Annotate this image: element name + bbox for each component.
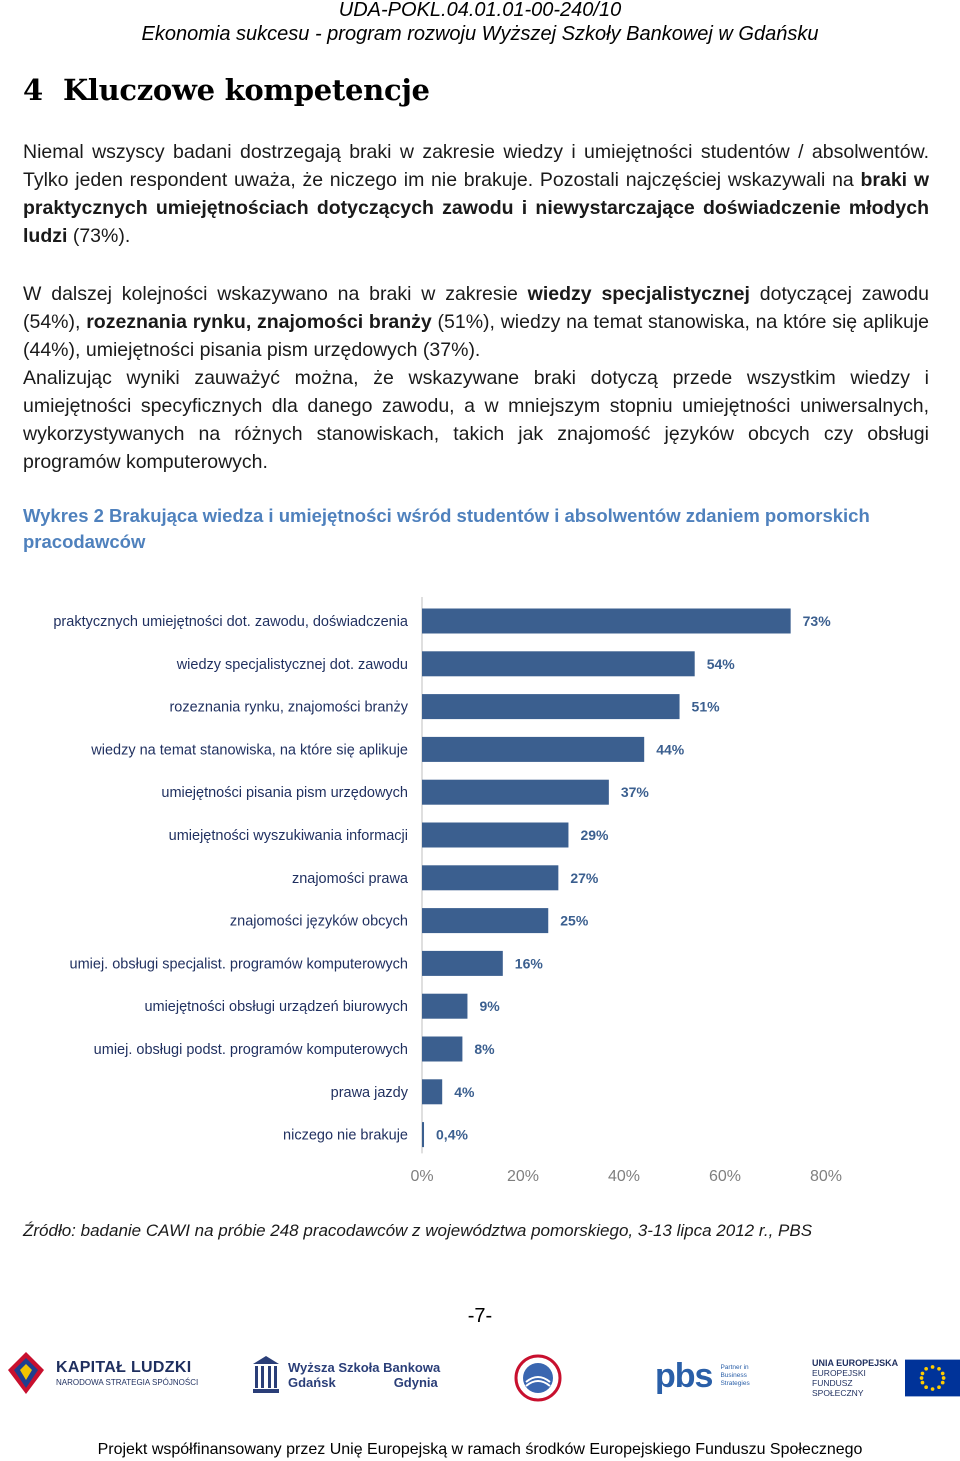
bar-chart: [0, 585, 960, 1195]
x-tick-label: 60%: [708, 1168, 742, 1185]
paragraph-2-bold-a: wiedzy specjalistycznej: [527, 283, 750, 305]
paragraph-1-text-b: (73%).: [67, 225, 131, 247]
bar: [422, 1122, 424, 1147]
wsb-building-icon: [252, 1354, 280, 1396]
eu-line-3: FUNDUSZ SPOŁECZNY: [812, 1378, 864, 1398]
data-label: 44%: [656, 741, 685, 758]
category-label: znajomości języków obcych: [229, 913, 408, 930]
category-label: umiej. obsługi podst. programów komputerowych: [93, 1042, 408, 1058]
source-note: Źródło: badanie CAWI na próbie 248 pracodawców z województwa pomorskiego, 3-13 lipca 2012 r., PBS: [23, 1221, 813, 1240]
category-label: umiejętności pisania pism urzędowych: [161, 785, 408, 802]
bar: [422, 737, 644, 762]
bar: [422, 694, 680, 719]
paragraph-1-bold: braki w praktycznych umiejętnościach dotyczących zawodu i niewystarczające doświadczenie młodych ludzi: [23, 169, 929, 247]
eu-flag-icon: [905, 1358, 960, 1398]
data-label: 51%: [691, 698, 720, 715]
wsb-logo: [252, 1354, 440, 1396]
bar: [422, 823, 568, 848]
paragraph-2: [23, 280, 929, 364]
data-label: 8%: [474, 1041, 495, 1057]
data-label: 16%: [514, 955, 543, 972]
category-label: wiedzy specjalistycznej dot. zawodu: [176, 656, 408, 673]
x-tick-label: 40%: [607, 1168, 641, 1185]
data-label: 9%: [479, 998, 500, 1015]
pbs-logo: [655, 1358, 764, 1394]
data-label: 73%: [802, 613, 831, 629]
data-label: 25%: [560, 912, 589, 929]
data-label: 37%: [620, 784, 649, 801]
x-tick-label: 80%: [809, 1168, 843, 1185]
bar: [422, 609, 791, 634]
paragraph-2-text-a: W dalszej kolejności wskazywano na braki w zakresie: [23, 283, 528, 305]
header-program-title: Ekonomia sukcesu - program rozwoju Wyższej Szkoły Bankowej w Gdańsku: [141, 23, 819, 45]
category-label: wiedzy na temat stanowiska, na które się aplikuje: [91, 742, 408, 759]
x-tick-label: 20%: [506, 1168, 540, 1185]
bar: [422, 865, 558, 890]
footer-text: Projekt współfinansowany przez Unię Europejską w ramach środków Europejskiego Funduszu Społecznego: [97, 1441, 863, 1458]
bar: [422, 780, 609, 805]
x-tick-label: 0%: [410, 1168, 434, 1185]
logo-bar: [0, 1348, 960, 1408]
wsb-city-gdynia: Gdynia: [393, 1375, 438, 1390]
section-title: Kluczowe kompetencje: [63, 73, 430, 107]
kapital-ludzki-emblem-icon: [6, 1350, 46, 1396]
category-label: umiej. obsługi specjalist. programów komputerowych: [69, 956, 408, 973]
bar: [422, 1037, 462, 1062]
category-label: umiejętności wyszukiwania informacji: [168, 828, 408, 844]
eu-line-1: UNIA EUROPEJSKA: [812, 1358, 899, 1368]
paragraph-2-text-b: dotyczącej zawodu (54%),: [23, 283, 929, 333]
section-number: 4: [23, 73, 43, 107]
bar: [422, 651, 695, 676]
page-number: -7-: [467, 1305, 493, 1327]
data-label: 29%: [580, 827, 609, 843]
bar: [422, 1079, 442, 1104]
wsb-city-gdansk: Gdańsk: [288, 1375, 336, 1390]
kapital-ludzki-logo: [6, 1350, 198, 1396]
eu-logo: [812, 1358, 960, 1398]
pomorskie-seal-icon: [514, 1354, 562, 1402]
bar: [422, 994, 467, 1019]
section-heading: [23, 72, 430, 108]
paragraph-3: Analizując wyniki zauważyć można, że wskazywane braki dotyczą przede wszystkim wiedzy i umiejętności specyficznych dla danego zawodu, a w mniejszym stopniu umiejętności uniwersalnych, wykorzystywanych na różnych stanowiskach, takich jak znajomość języków obcych czy obsługi programów komputerowych.: [23, 367, 929, 473]
category-label: prawa jazdy: [330, 1084, 408, 1101]
data-label: 4%: [454, 1083, 475, 1100]
paragraph-1: [23, 138, 929, 250]
pbs-tagline: Partner in Business Strategies: [720, 1364, 750, 1387]
pomorskie-seal-logo: [514, 1354, 562, 1402]
paragraph-2-bold-b: rozeznania rynku, znajomości branży: [86, 311, 432, 333]
wsb-name: Wyższa Szkoła Bankowa: [288, 1360, 441, 1375]
data-label: 54%: [706, 655, 735, 672]
eu-line-2: EUROPEJSKI: [812, 1368, 866, 1378]
category-label: umiejętności obsługi urządzeń biurowych: [144, 999, 408, 1016]
category-label: niczego nie brakuje: [283, 1127, 408, 1144]
category-label: rozeznania rynku, znajomości branży: [169, 699, 408, 716]
pbs-name: pbs: [655, 1357, 713, 1395]
paragraph-2-text-c: (51%), wiedzy na temat stanowiska, na które się aplikuje (44%), umiejętności pisania pism urzędowych (37%).: [23, 311, 929, 361]
category-label: praktycznych umiejętności dot. zawodu, doświadczenia: [53, 614, 408, 630]
bar: [422, 951, 503, 976]
category-label: znajomości prawa: [291, 870, 408, 887]
data-label: 0,4%: [436, 1126, 468, 1143]
figure-caption: Wykres 2 Brakująca wiedza i umiejętności wśród studentów i absolwentów zdaniem pomorskich pracodawców: [23, 505, 870, 552]
header-project-code: UDA-POKL.04.01.01-00-240/10: [338, 0, 622, 21]
bar: [422, 908, 548, 933]
data-label: 27%: [570, 869, 599, 886]
kapital-ludzki-name: KAPITAŁ LUDZKI: [56, 1359, 192, 1376]
kapital-ludzki-subtitle: NARODOWA STRATEGIA SPÓJNOŚCI: [56, 1378, 199, 1387]
paragraph-1-text-a: Niemal wszyscy badani dostrzegają braki w zakresie wiedzy i umiejętności studentów / absolwentów. Tylko jeden respondent uważa, że niczego im nie brakuje. Pozostali najczęściej wskazywali na: [23, 141, 929, 191]
